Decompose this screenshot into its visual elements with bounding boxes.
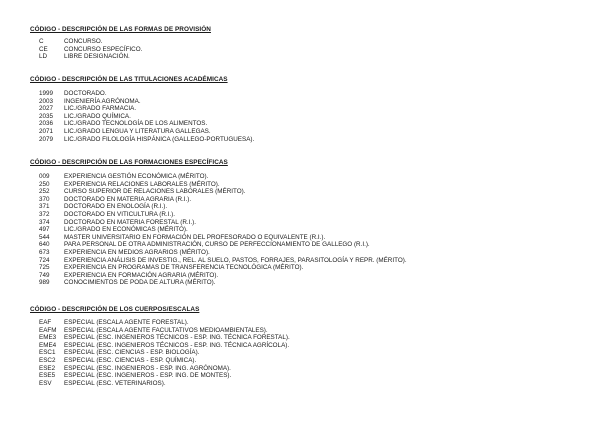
list-item bbox=[0, 136, 615, 144]
item-code: C bbox=[39, 38, 44, 45]
item-code: 252 bbox=[39, 188, 50, 196]
list-item bbox=[0, 372, 615, 380]
list-item bbox=[0, 226, 615, 234]
item-code: 372 bbox=[39, 210, 50, 218]
list-item bbox=[0, 279, 615, 287]
item-description: EXPERIENCIA GESTIÓN ECONÓMICA (MÉRITO). bbox=[64, 173, 209, 180]
item-description: CONCURSO ESPECÍFICO. bbox=[64, 45, 143, 53]
item-description: CURSO SUPERIOR DE RELACIONES LABORALES (MÉRITO). bbox=[64, 188, 246, 196]
item-description: INGENIERÍA AGRÓNOMA. bbox=[64, 97, 141, 105]
item-code: EME4 bbox=[39, 341, 57, 349]
item-code: 640 bbox=[39, 241, 50, 249]
list-item bbox=[0, 357, 615, 365]
item-description: ESPECIAL (ESC. INGENIEROS - ESP. ING. AGRÓNOMA). bbox=[64, 364, 231, 372]
item-code: ESC1 bbox=[39, 349, 56, 357]
item-description: LIC./GRADO QUÍMICA. bbox=[64, 112, 131, 120]
list-item bbox=[0, 349, 615, 357]
item-description: EXPERIENCIA EN MEDIOS AGRARIOS (MÉRITO). bbox=[64, 248, 210, 256]
item-description: ESPECIAL (ESC. INGENIEROS TÉCNICOS - ESP. ING. TÉCNICA FORESTAL). bbox=[64, 334, 290, 342]
item-description: ESPECIAL (ESC. CIENCIAS - ESP. BIOLOGÍA). bbox=[64, 349, 200, 357]
item-description: MASTER UNIVERSITARIO EN FORMACIÓN DEL PROFESORADO O EQUIVALENTE (R.I.). bbox=[64, 233, 326, 241]
list-item bbox=[0, 241, 615, 249]
item-code: ESE2 bbox=[39, 364, 56, 372]
list-item bbox=[0, 98, 615, 106]
item-code: EAFM bbox=[39, 326, 57, 334]
item-description: ESPECIAL (ESC. CIENCIAS - ESP. QUÍMICA). bbox=[64, 356, 197, 364]
list-item bbox=[0, 264, 615, 272]
item-code: ESV bbox=[39, 379, 52, 387]
item-description: DOCTORADO. bbox=[64, 90, 107, 97]
item-code: 1999 bbox=[39, 90, 54, 97]
section-heading-cuerpos-escalas: CÓDIGO - DESCRIPCIÓN DE LOS CUERPOS/ESCALAS bbox=[30, 306, 200, 313]
list-item bbox=[0, 334, 615, 342]
item-description: EXPERIENCIA EN FORMACIÓN AGRARIA (MÉRITO). bbox=[64, 271, 219, 279]
item-code: 749 bbox=[39, 271, 50, 279]
list-item bbox=[0, 173, 615, 181]
list-item bbox=[0, 380, 615, 388]
list-formaciones bbox=[0, 173, 615, 287]
item-code: 2079 bbox=[39, 135, 54, 143]
section-heading-titulaciones: CÓDIGO - DESCRIPCIÓN DE LAS TITULACIONES ACADÉMICAS bbox=[30, 76, 228, 83]
section-heading-formaciones: CÓDIGO - DESCRIPCIÓN DE LAS FORMACIONES ESPECÍFICAS bbox=[30, 159, 228, 166]
item-code: 371 bbox=[39, 203, 50, 211]
item-description: LIBRE DESIGNACIÓN. bbox=[64, 53, 130, 61]
list-item bbox=[0, 365, 615, 373]
list-item bbox=[0, 203, 615, 211]
item-description: DOCTORADO EN MATERIA AGRARIA (R.I.). bbox=[64, 195, 192, 203]
item-description: ESPECIAL (ESCALA AGENTE FORESTAL). bbox=[64, 319, 189, 326]
item-description: LIC./GRADO LENGUA Y LITERATURA GALLEGAS. bbox=[64, 127, 211, 135]
section-heading-formas-provision: CÓDIGO - DESCRIPCIÓN DE LAS FORMAS DE PROVISIÓN bbox=[30, 26, 211, 33]
item-description: CONOCIMIENTOS DE PODA DE ALTURA (MÉRITO). bbox=[64, 279, 216, 287]
item-code: EAF bbox=[39, 319, 52, 326]
item-description: ESPECIAL (ESCALA AGENTE FACULTATIVOS MEDIOAMBIENTALES). bbox=[64, 326, 268, 334]
item-description: ESPECIAL (ESC. VETERINARIOS). bbox=[64, 379, 166, 387]
item-description: CONCURSO. bbox=[64, 38, 103, 45]
list-item bbox=[0, 38, 615, 46]
item-description: LIC./GRADO FARMACIA. bbox=[64, 105, 137, 113]
item-code: 2035 bbox=[39, 112, 54, 120]
list-item bbox=[0, 211, 615, 219]
item-code: EME3 bbox=[39, 334, 57, 342]
item-code: 2027 bbox=[39, 105, 54, 113]
list-item bbox=[0, 128, 615, 136]
item-code: 724 bbox=[39, 256, 50, 264]
item-code: CE bbox=[39, 45, 48, 53]
item-code: 989 bbox=[39, 279, 50, 287]
item-code: 673 bbox=[39, 248, 50, 256]
list-item bbox=[0, 257, 615, 265]
item-description: ESPECIAL (ESC. INGENIEROS - ESP. ING. DE MONTES). bbox=[64, 372, 232, 380]
item-description: ESPECIAL (ESC. INGENIEROS TÉCNICOS - ESP. ING. TÉCNICA AGRÍCOLA). bbox=[64, 341, 290, 349]
list-item bbox=[0, 249, 615, 257]
list-titulaciones bbox=[0, 90, 615, 143]
item-description: EXPERIENCIA EN PROGRAMAS DE TRANSFERENCIA TECNOLÓGICA (MÉRITO). bbox=[64, 264, 304, 272]
item-description: DOCTORADO EN MATERIA FORESTAL (R.I.). bbox=[64, 218, 197, 226]
item-code: 725 bbox=[39, 264, 50, 272]
list-item bbox=[0, 120, 615, 128]
item-description: DOCTORADO EN ENOLOGÍA (R.I.). bbox=[64, 203, 168, 211]
item-description: EXPERIENCIA RELACIONES LABORALES (MÉRITO). bbox=[64, 180, 220, 188]
item-code: ESC2 bbox=[39, 356, 56, 364]
item-code: 2071 bbox=[39, 127, 54, 135]
item-description: DOCTORADO EN VITICULTURA (R.I.). bbox=[64, 210, 176, 218]
list-item bbox=[0, 53, 615, 61]
list-cuerpos-escalas bbox=[0, 319, 615, 387]
list-item bbox=[0, 188, 615, 196]
item-description: LIC./GRADO EN ECONÓMICAS (MÉRITO). bbox=[64, 226, 188, 234]
item-code: 544 bbox=[39, 233, 50, 241]
item-code: 370 bbox=[39, 195, 50, 203]
item-code: 374 bbox=[39, 218, 50, 226]
list-item bbox=[0, 319, 615, 327]
item-description: LIC./GRADO FILOLOGÍA HISPÁNICA (GALLEGO-PORTUGUESA). bbox=[64, 135, 255, 143]
item-code: 250 bbox=[39, 180, 50, 188]
item-code: ESE5 bbox=[39, 372, 56, 380]
item-code: 2003 bbox=[39, 97, 54, 105]
list-item bbox=[0, 90, 615, 98]
list-item bbox=[0, 105, 615, 113]
item-description: LIC./GRADO TECNOLOGÍA DE LOS ALIMENTOS. bbox=[64, 120, 208, 128]
item-description: EXPERIENCIA ANÁLISIS DE INVESTIG., REL. AL SUELO, PASTOS, FORRAJES, PARASITOLOGÍA Y REPR. (MÉRITO). bbox=[64, 256, 407, 264]
item-code: 497 bbox=[39, 226, 50, 234]
item-code: 2036 bbox=[39, 120, 54, 128]
item-code: LD bbox=[39, 53, 48, 61]
item-description: PARA PERSONAL DE OTRA ADMINISTRACIÓN, CURSO DE PERFECCIONAMIENTO DE GALLEGO (R.I.). bbox=[64, 241, 370, 249]
list-formas-provision bbox=[0, 38, 615, 61]
item-code: 009 bbox=[39, 173, 50, 180]
